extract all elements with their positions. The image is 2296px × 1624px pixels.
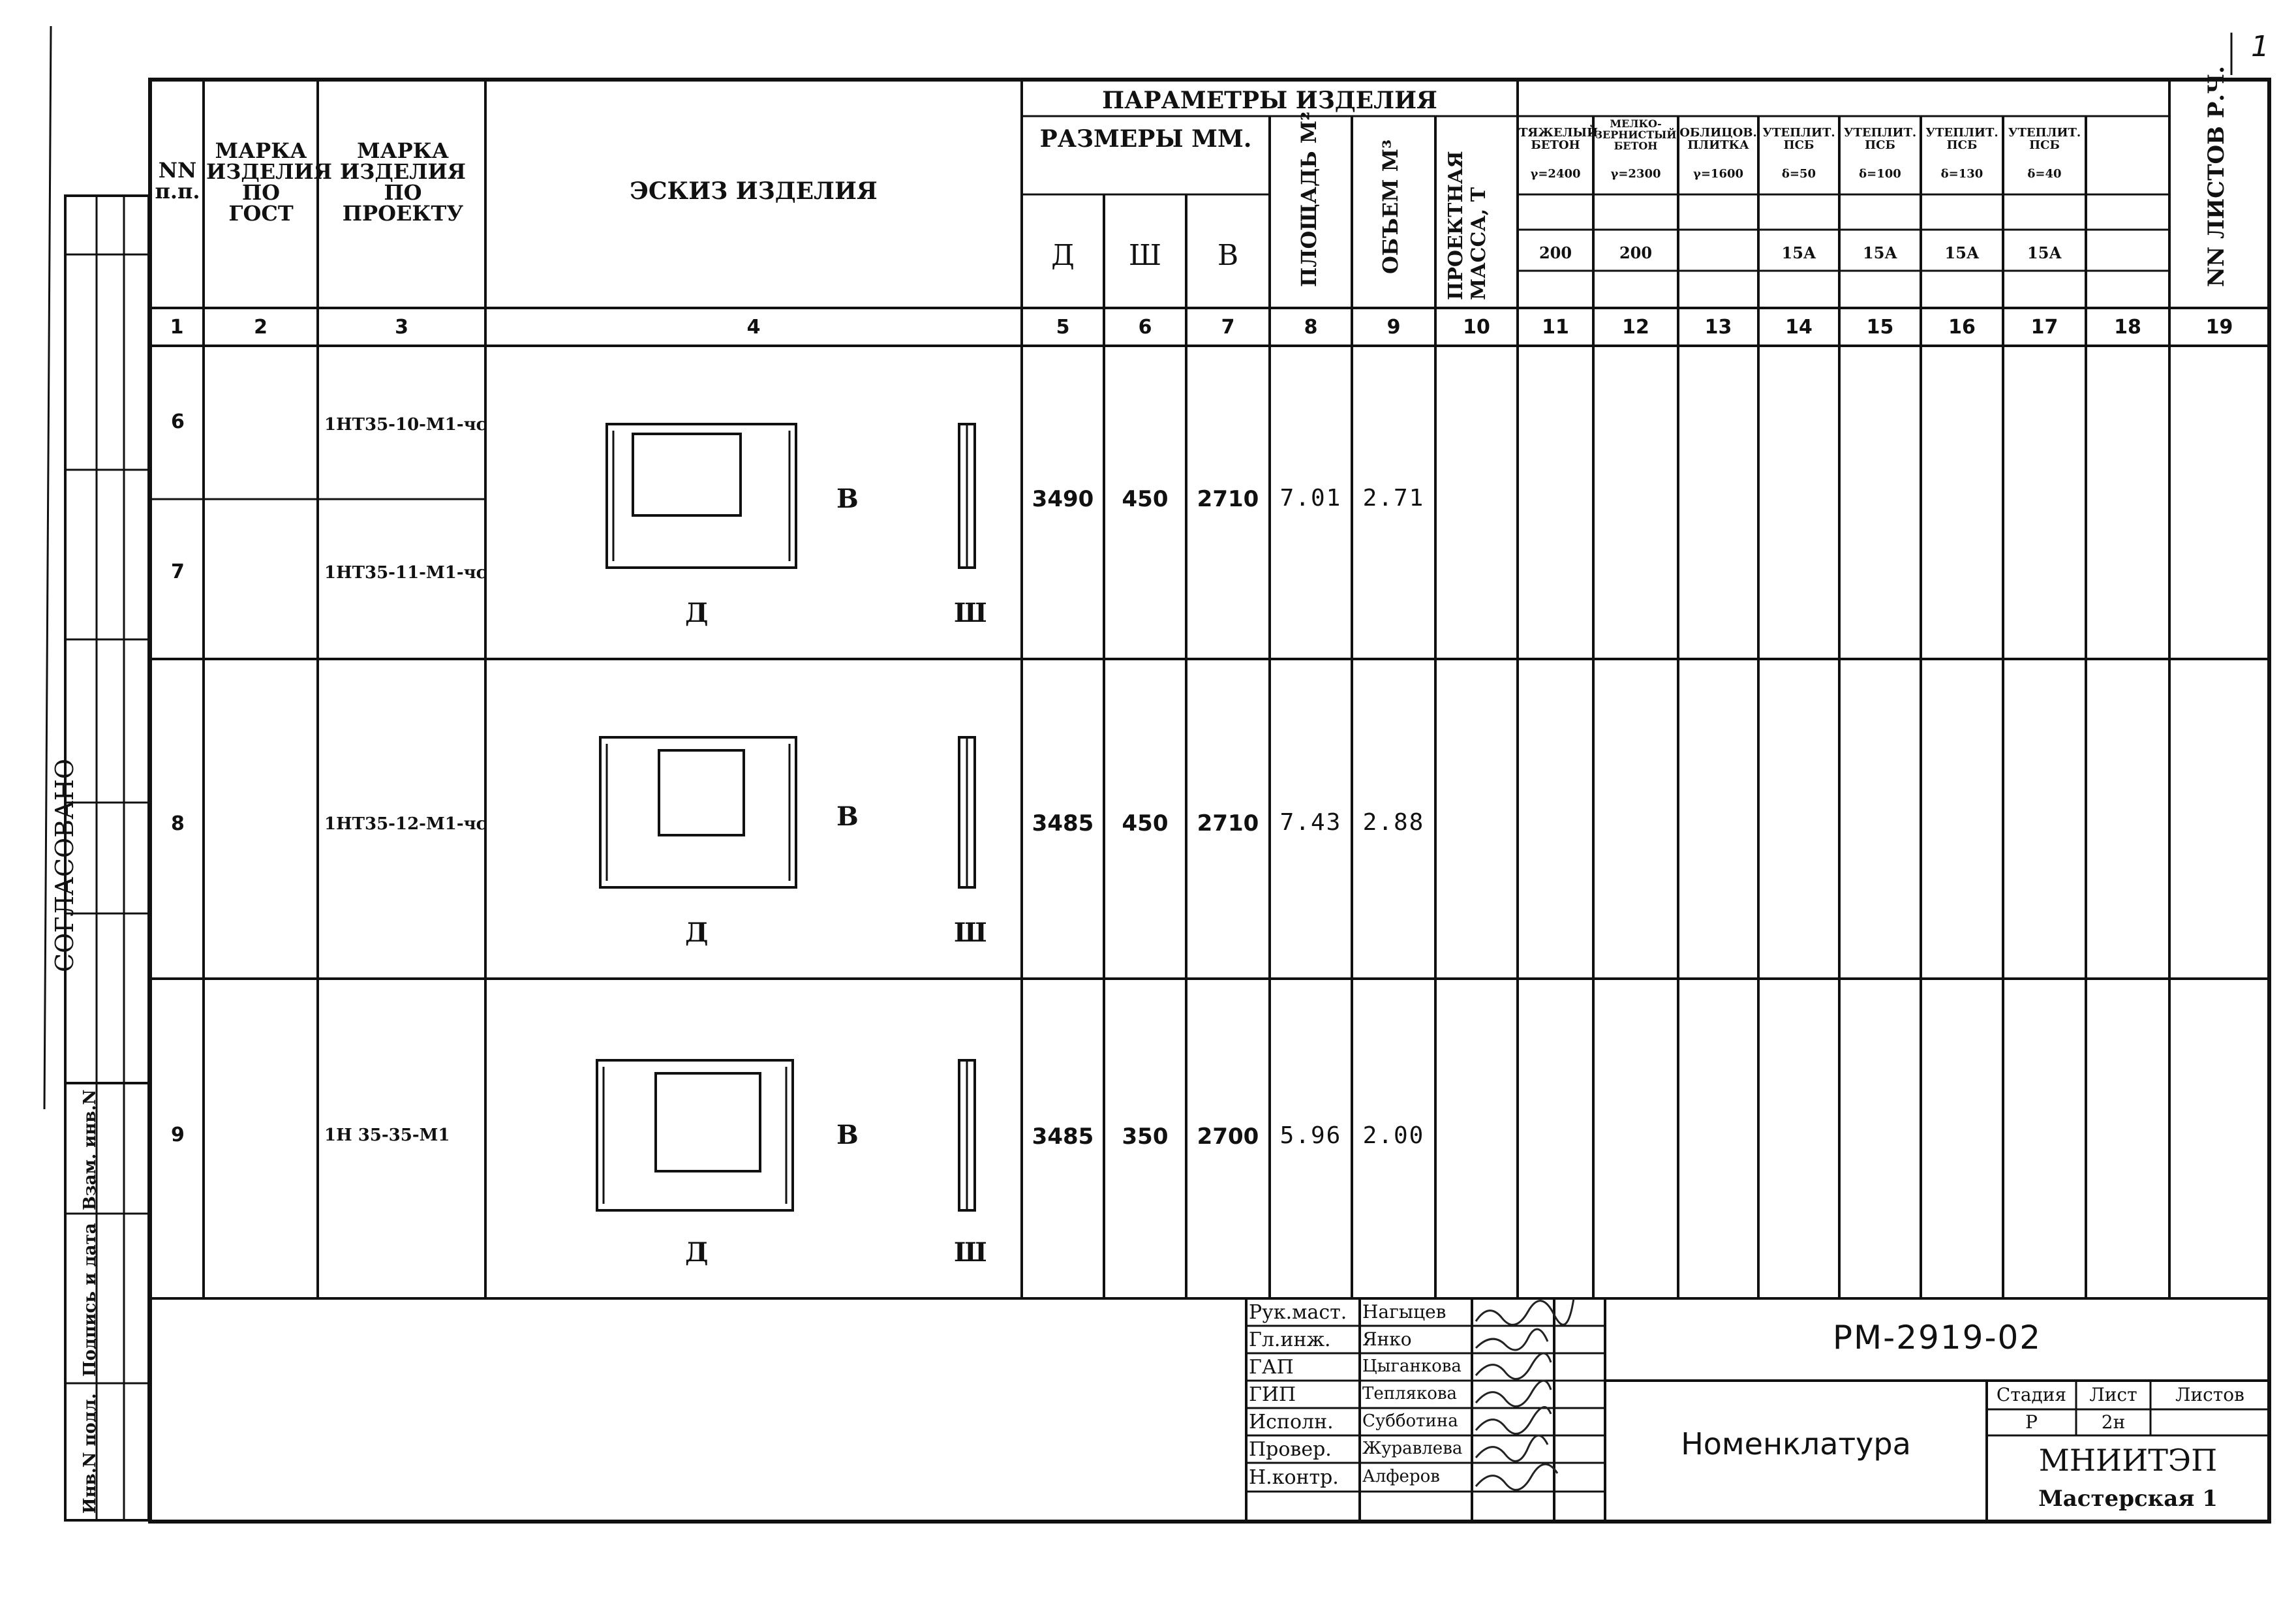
material-density: δ=50 <box>1781 167 1816 181</box>
header-mass: ПРОЕКТНАЯ МАССА, Т <box>1445 151 1490 300</box>
document-title: Номенклатура <box>1681 1426 1911 1462</box>
col-num: 10 <box>1463 316 1490 339</box>
material-value: 15А <box>1944 243 1980 262</box>
material-name: УТЕПЛИТ. ПСБ <box>1925 126 1998 152</box>
header-no: NN п.п. <box>155 158 200 204</box>
material-value: 200 <box>1538 243 1572 262</box>
material-name: МЕЛКО-ЗЕРНИСТЫЙ БЕТОН <box>1595 117 1677 152</box>
header-h: В <box>1217 239 1239 272</box>
col-num: 2 <box>254 316 268 339</box>
project-mark: 1НТ35-11-М1-чс <box>324 563 487 583</box>
area-value: 5.96 <box>1279 1122 1342 1149</box>
size-d: 3490 <box>1032 486 1094 512</box>
size-h: 2700 <box>1197 1124 1259 1150</box>
person-name: Янко <box>1362 1328 1412 1350</box>
col-num: 6 <box>1138 316 1152 339</box>
sketch-label-w: Ш <box>954 1237 987 1268</box>
col-num: 1 <box>170 316 184 339</box>
person-name: Журавлева <box>1362 1439 1463 1458</box>
material-name: УТЕПЛИТ. ПСБ <box>2008 126 2081 152</box>
header-area: ПЛОЩАДЬ М² <box>1296 111 1321 287</box>
sketch-label-h: В <box>836 1120 859 1150</box>
material-value: 15А <box>1863 243 1897 262</box>
replace-inv-label: Взам. инв.N <box>80 1089 100 1210</box>
volume-value: 2.88 <box>1362 809 1425 836</box>
workshop: Мастерская 1 <box>2038 1486 2218 1512</box>
size-w: 350 <box>1122 1124 1169 1150</box>
row-number: 9 <box>171 1124 185 1146</box>
size-w: 450 <box>1122 810 1169 836</box>
material-value: 15А <box>1781 243 1816 262</box>
project-mark: 1Н 35-35-М1 <box>324 1126 450 1145</box>
sketch-label-d: Д <box>685 917 709 948</box>
material-name: ОБЛИЦОВ. ПЛИТКА <box>1679 126 1757 152</box>
header-project: МАРКА ИЗДЕЛИЯ ПО ПРОЕКТУ <box>340 138 466 226</box>
header-sizes: РАЗМЕРЫ ММ. <box>1039 125 1252 153</box>
material-density: δ=100 <box>1859 167 1901 181</box>
size-d: 3485 <box>1032 810 1094 836</box>
col-num: 11 <box>1542 316 1569 339</box>
header-sketch: ЭСКИЗ ИЗДЕЛИЯ <box>630 177 878 205</box>
col-num: 3 <box>395 316 408 339</box>
project-mark: 1НТ35-12-М1-чс <box>324 814 487 834</box>
signatures <box>1476 1298 1574 1490</box>
sketch-label-w: Ш <box>954 917 987 948</box>
material-value: 15А <box>2027 243 2062 262</box>
role-label: Гл.инж. <box>1249 1328 1331 1351</box>
header-w: Ш <box>1128 239 1162 272</box>
page-number: 1 <box>2251 30 2269 63</box>
agreed-stamp: СОГЛАСОВАНО <box>50 758 79 972</box>
material-density: γ=1600 <box>1692 167 1744 181</box>
volume-value: 2.00 <box>1362 1122 1425 1149</box>
header-volume: ОБЪЕМ М³ <box>1378 139 1403 274</box>
row-number: 6 <box>171 410 185 433</box>
material-value: 200 <box>1619 243 1653 262</box>
role-label: Н.контр. <box>1249 1466 1339 1489</box>
col-num: 19 <box>2205 316 2233 339</box>
row-number: 8 <box>171 812 185 835</box>
col-num: 17 <box>2030 316 2059 339</box>
col-num: 15 <box>1866 316 1894 339</box>
col-num: 4 <box>746 316 761 339</box>
sketch-row-2 <box>600 737 975 887</box>
organization: МНИИТЭП <box>2038 1443 2218 1478</box>
inv-no-label: Инв.N подл. <box>80 1393 100 1514</box>
person-name: Алферов <box>1362 1467 1440 1486</box>
material-density: δ=130 <box>1940 167 1983 181</box>
sheet-label: Лист <box>2089 1384 2137 1405</box>
material-name: ТЯЖЕЛЫЙ БЕТОН <box>1519 126 1599 152</box>
role-label: Провер. <box>1249 1438 1332 1461</box>
sketch-label-h: В <box>836 801 859 832</box>
size-w: 450 <box>1122 486 1169 512</box>
person-name: Нагыцев <box>1362 1301 1446 1323</box>
sketch-row-3 <box>597 1060 975 1210</box>
role-label: Рук.маст. <box>1249 1301 1347 1324</box>
sheets-label: Листов <box>2175 1384 2244 1405</box>
role-label: ГАП <box>1249 1356 1294 1379</box>
size-h: 2710 <box>1197 486 1259 512</box>
project-mark: 1НТ35-10-М1-чс <box>324 415 487 435</box>
material-name: УТЕПЛИТ. ПСБ <box>1843 126 1917 152</box>
col-num: 7 <box>1221 316 1235 339</box>
material-density: γ=2300 <box>1610 167 1661 181</box>
header-params: ПАРАМЕТРЫ ИЗДЕЛИЯ <box>1102 87 1437 114</box>
material-density: γ=2400 <box>1530 167 1581 181</box>
role-label: Исполн. <box>1249 1411 1334 1433</box>
stage-label: Стадия <box>1996 1384 2067 1405</box>
header-d: Д <box>1051 239 1075 272</box>
person-name: Теплякова <box>1362 1384 1458 1403</box>
row-number: 7 <box>171 560 185 583</box>
header-sheets: NN ЛИСТОВ Р.Ч. <box>2203 65 2229 287</box>
material-density: δ=40 <box>2027 167 2062 181</box>
sketch-label-d: Д <box>685 598 709 628</box>
col-num: 14 <box>1785 316 1813 339</box>
area-value: 7.01 <box>1279 485 1342 512</box>
stage-value: Р <box>2025 1411 2038 1433</box>
col-num: 8 <box>1304 316 1318 339</box>
col-num: 12 <box>1622 316 1649 339</box>
col-num: 5 <box>1056 316 1070 339</box>
sheet-value: 2н <box>2101 1411 2126 1433</box>
person-name: Цыганкова <box>1362 1356 1462 1376</box>
col-num: 13 <box>1704 316 1732 339</box>
header-gost: МАРКА ИЗДЕЛИЯ ПО ГОСТ <box>206 138 332 226</box>
sketch-label-h: В <box>836 483 859 514</box>
size-h: 2710 <box>1197 810 1259 836</box>
col-num: 18 <box>2114 316 2141 339</box>
person-name: Субботина <box>1362 1411 1458 1431</box>
material-name: УТЕПЛИТ. ПСБ <box>1762 126 1835 152</box>
area-value: 7.43 <box>1279 809 1342 836</box>
sign-date-label: Подпись и дата <box>80 1223 100 1377</box>
col-num: 9 <box>1386 316 1401 339</box>
document-code: РМ-2919-02 <box>1832 1319 2042 1356</box>
sketch-row-1 <box>607 424 975 568</box>
volume-value: 2.71 <box>1362 485 1425 512</box>
role-label: ГИП <box>1249 1383 1296 1406</box>
sketch-label-d: Д <box>685 1237 709 1268</box>
size-d: 3485 <box>1032 1124 1094 1150</box>
col-num: 16 <box>1948 316 1976 339</box>
sketch-label-w: Ш <box>954 598 987 628</box>
